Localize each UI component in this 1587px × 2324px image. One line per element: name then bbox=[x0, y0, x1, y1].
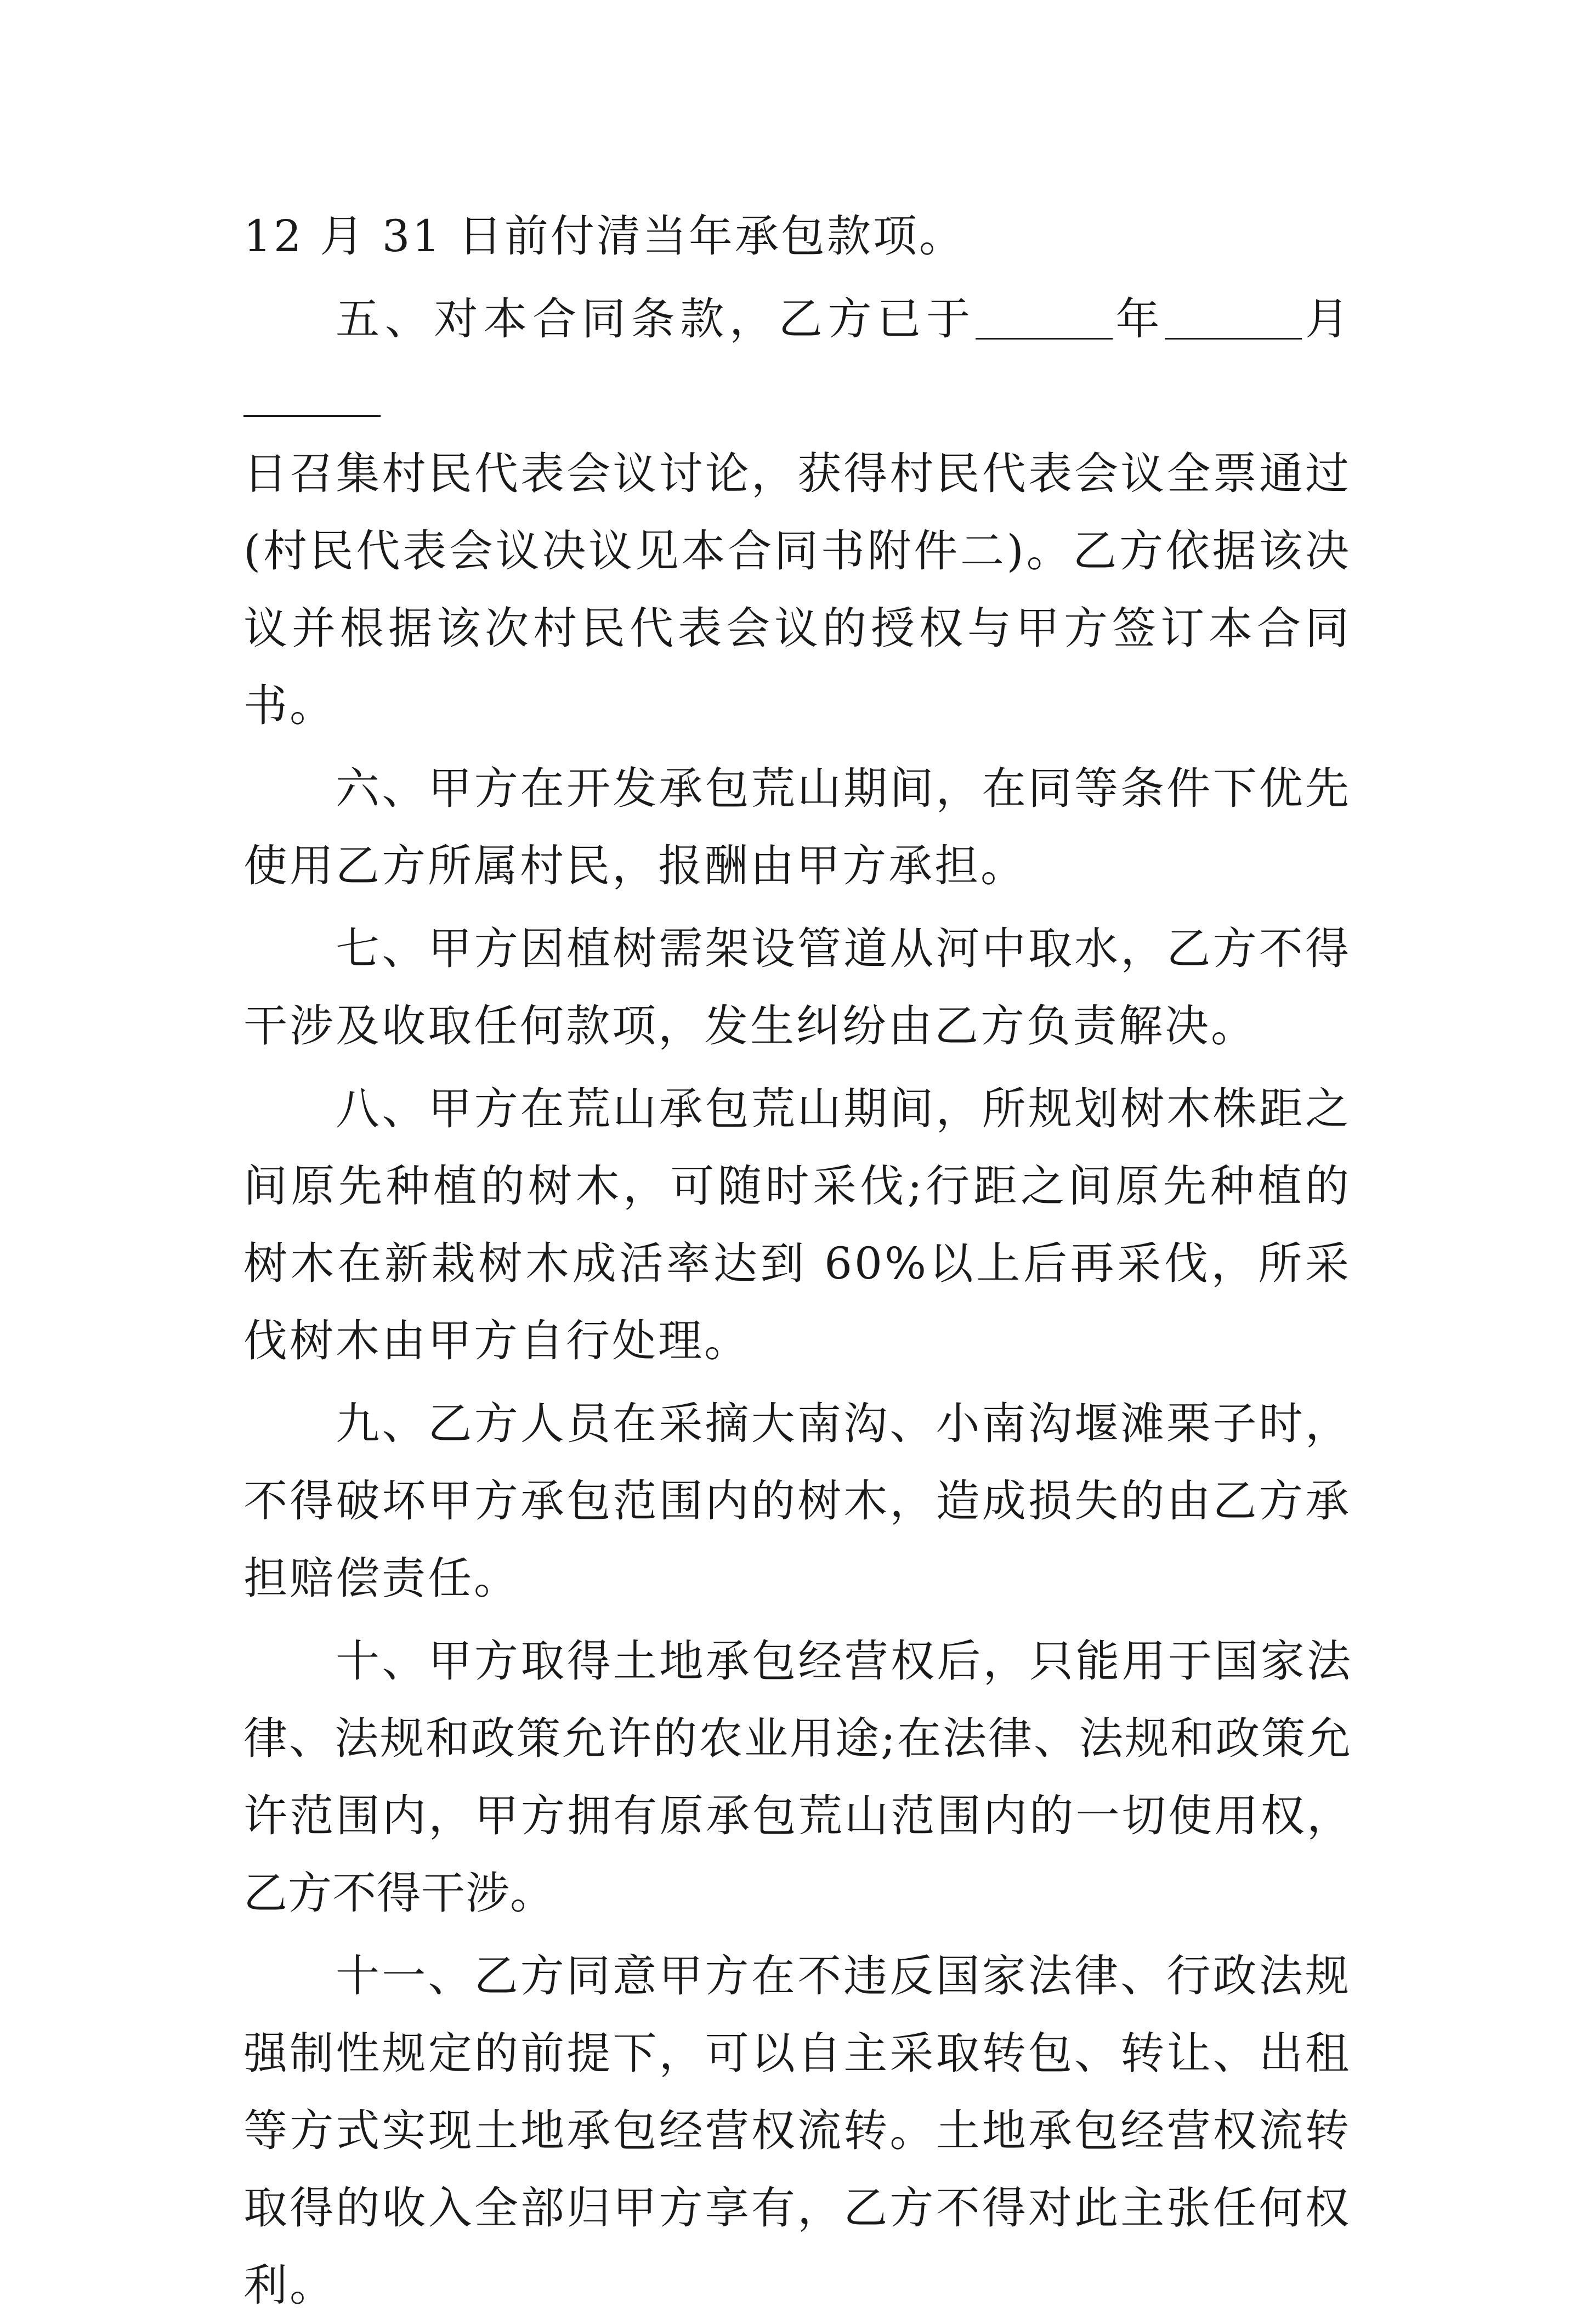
paragraph-payment-deadline: 12 月 31 日前付清当年承包款项。 bbox=[243, 211, 965, 262]
date-line bbox=[243, 280, 1351, 435]
contract-body bbox=[243, 197, 1351, 2324]
paragraph-clause-10: 十、甲方取得土地承包经营权后，只能用于国家法律、法规和政策允许的农业用途;在法律、法规和政策允许范围内，甲方拥有原承包荒山范围内的一切使用权，乙方不得干涉。 bbox=[243, 1636, 1351, 1919]
blank-day-field[interactable] bbox=[243, 377, 381, 417]
clause-5-text: 日召集村民代表会议讨论，获得村民代表会议全票通过(村民代表会议决议见本合同书附件二)。乙方依据该决议并根据该次村民代表会议的授权与甲方签订本合同书。 bbox=[243, 448, 1351, 731]
paragraph-clause-6: 六、甲方在开发承包荒山期间，在同等条件下优先使用乙方所属村民，报酬由甲方承担。 bbox=[243, 763, 1351, 891]
paragraph-clause-11: 十一、乙方同意甲方在不违反国家法律、行政法规强制性规定的前提下，可以自主采取转包、转让、出租等方式实现土地承包经营权流转。土地承包经营权流转取得的收入全部归甲方享有，乙方不得对此主张任何权利。 bbox=[243, 1950, 1351, 2311]
paragraph-clause-7: 七、甲方因植树需架设管道从河中取水，乙方不得干涉及收取任何款项，发生纠纷由乙方负责解决。 bbox=[243, 923, 1351, 1051]
paragraph-clause-8: 八、甲方在荒山承包荒山期间，所规划树木株距之间原先种植的树木，可随时采伐;行距之间原先种植的树木在新栽树木成活率达到 60%以上后再采伐，所采伐树木由甲方自行处理。 bbox=[243, 1083, 1351, 1366]
blank-month-field[interactable] bbox=[1165, 299, 1302, 340]
year-label: 年 bbox=[1112, 293, 1165, 344]
paragraph-clause-5 bbox=[243, 280, 1351, 744]
blank-year-field[interactable] bbox=[976, 299, 1113, 340]
paragraph-clause-9: 九、乙方人员在采摘大南沟、小南沟堰滩栗子时，不得破坏甲方承包范围内的树木，造成损失的由乙方承担赔偿责任。 bbox=[243, 1398, 1351, 1604]
clause-5-prefix: 五、对本合同条款，乙方已于 bbox=[336, 293, 976, 344]
month-label: 月 bbox=[1302, 293, 1351, 344]
